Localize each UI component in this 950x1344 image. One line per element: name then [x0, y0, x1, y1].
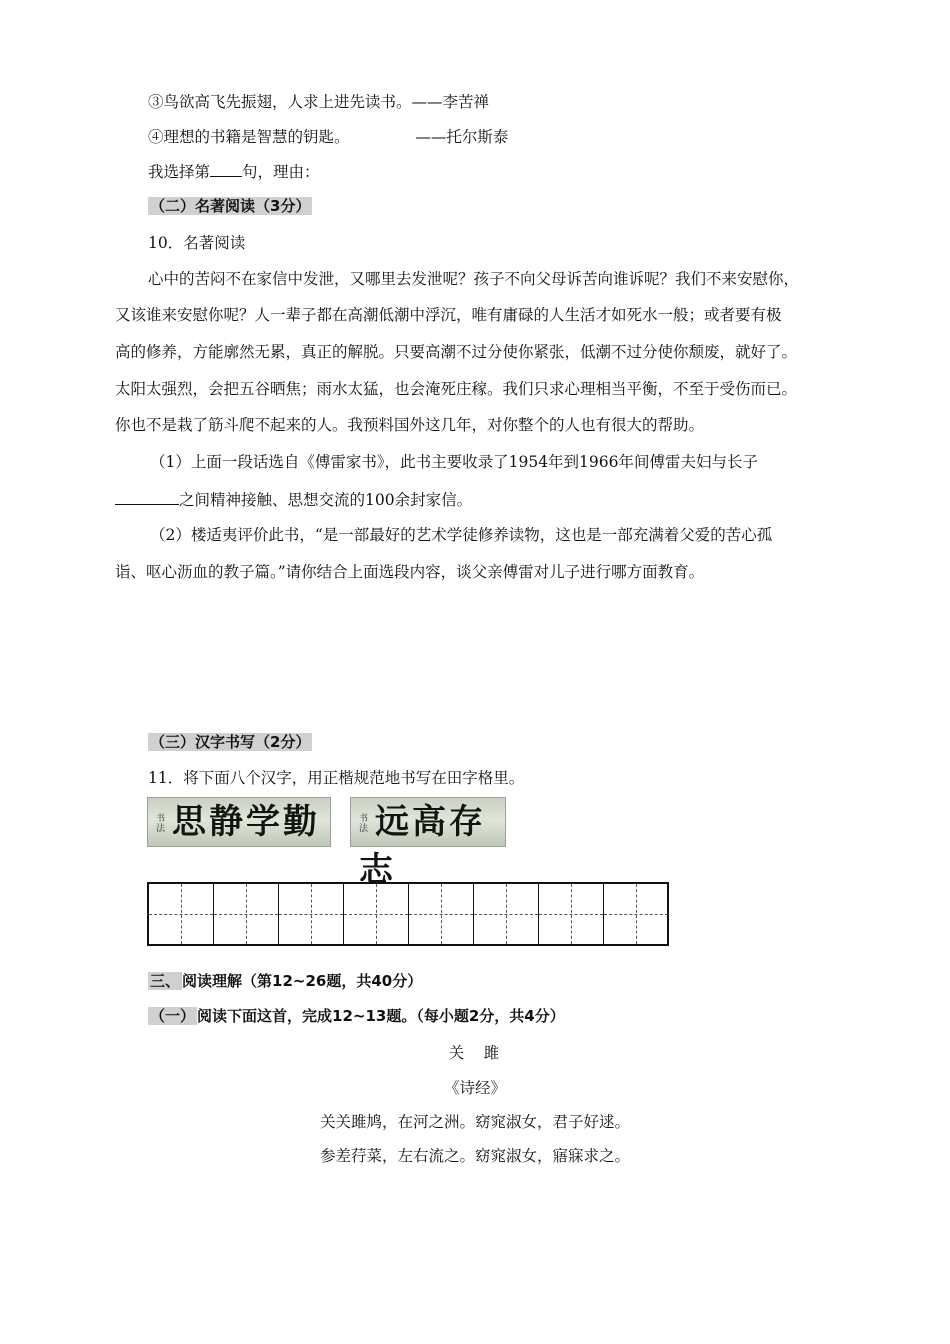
section-heading-2: （二）名著阅读（3分）: [150, 197, 311, 215]
grid-cell[interactable]: [149, 884, 214, 944]
grid-cell[interactable]: [409, 884, 474, 944]
q11-text: 11．将下面八个汉字，用正楷规范地书写在田字格里。: [148, 769, 525, 787]
poem-title: 关 雎: [448, 1044, 502, 1062]
reading-1-heading: （一） 阅读下面这首，完成12~13题。（每小题2分，共4分）: [150, 1007, 565, 1025]
subq2-line1: （2）楼适夷评价此书，“是一部最好的艺术学徒修养读物，这也是一部充满着父爱的苦心孤: [150, 526, 773, 544]
passage-line-1: 心中的苦闷不在家信中发泄，又哪里去发泄呢？孩子不向父母诉苦向谁诉呢？我们不来安慰你，: [148, 270, 800, 288]
subq1-line2: 之间精神接触、思想交流的100余封家信。: [115, 488, 472, 510]
part-3-heading: 三、 阅读理解（第12~26题，共40分）: [150, 972, 423, 990]
grid-cell[interactable]: [279, 884, 344, 944]
eldest-son-blank[interactable]: [115, 504, 179, 505]
poem-line-2: 参差荇菜，左右流之。窈窕淑女，寤寐求之。: [319, 1147, 630, 1165]
grid-cell[interactable]: [539, 884, 604, 944]
choice-blank[interactable]: [210, 176, 242, 177]
subq2-line2: 诣、呕心沥血的教子篇。”请你结合上面选段内容，谈父亲傅雷对儿子进行哪方面教育。: [115, 563, 705, 581]
passage-line-4: 太阳太强烈，会把五谷晒焦；雨水太猛，也会淹死庄稼。我们只求心理相当平衡，不至于受伤而已。: [115, 380, 798, 398]
quote-4: [148, 125, 508, 147]
section-heading-3: （三）汉字书写（2分）: [150, 733, 311, 751]
calligraphy-sample-left: 书法 思静学勤: [147, 797, 331, 847]
grid-cell[interactable]: [344, 884, 409, 944]
passage-line-2: 又该谁来安慰你呢？人一辈子都在高潮低潮中浮沉，唯有庸碌的人生活才如死水一般；或者要有极: [115, 306, 782, 324]
grid-cell[interactable]: [474, 884, 539, 944]
quote-4-author: ——托尔斯泰: [415, 128, 509, 146]
poem-source: 《诗经》: [443, 1079, 506, 1097]
quote-3: ③鸟欲高飞先振翅，人求上进先读书。——李苦禅: [148, 93, 490, 111]
grid-cell[interactable]: [604, 884, 669, 944]
q10-title: 10．名著阅读: [148, 234, 246, 252]
passage-line-3: 高的修养，方能廓然无累，真正的解脱。只要高潮不过分使你紧张，低潮不过分使你颓废，就好了。: [115, 343, 798, 361]
subq1-line1: （1）上面一段话选自《傅雷家书》，此书主要收录了1954年到1966年间傅雷夫妇与长子: [150, 453, 759, 471]
tianzige-grid: [147, 882, 669, 946]
grid-cell[interactable]: [214, 884, 279, 944]
poem-line-1: 关关雎鸠，在河之洲。窈窕淑女，君子好逑。: [319, 1113, 630, 1131]
quote-4-text: ④理想的书籍是智慧的钥匙。: [148, 128, 350, 146]
choice-line: 我选择第 句，理由：: [148, 163, 320, 181]
calligraphy-sample-right: 书法 远高存志: [350, 797, 506, 847]
passage-line-5: 你也不是栽了筋斗爬不起来的人。我预料国外这几年，对你整个的人也有很大的帮助。: [115, 416, 705, 434]
